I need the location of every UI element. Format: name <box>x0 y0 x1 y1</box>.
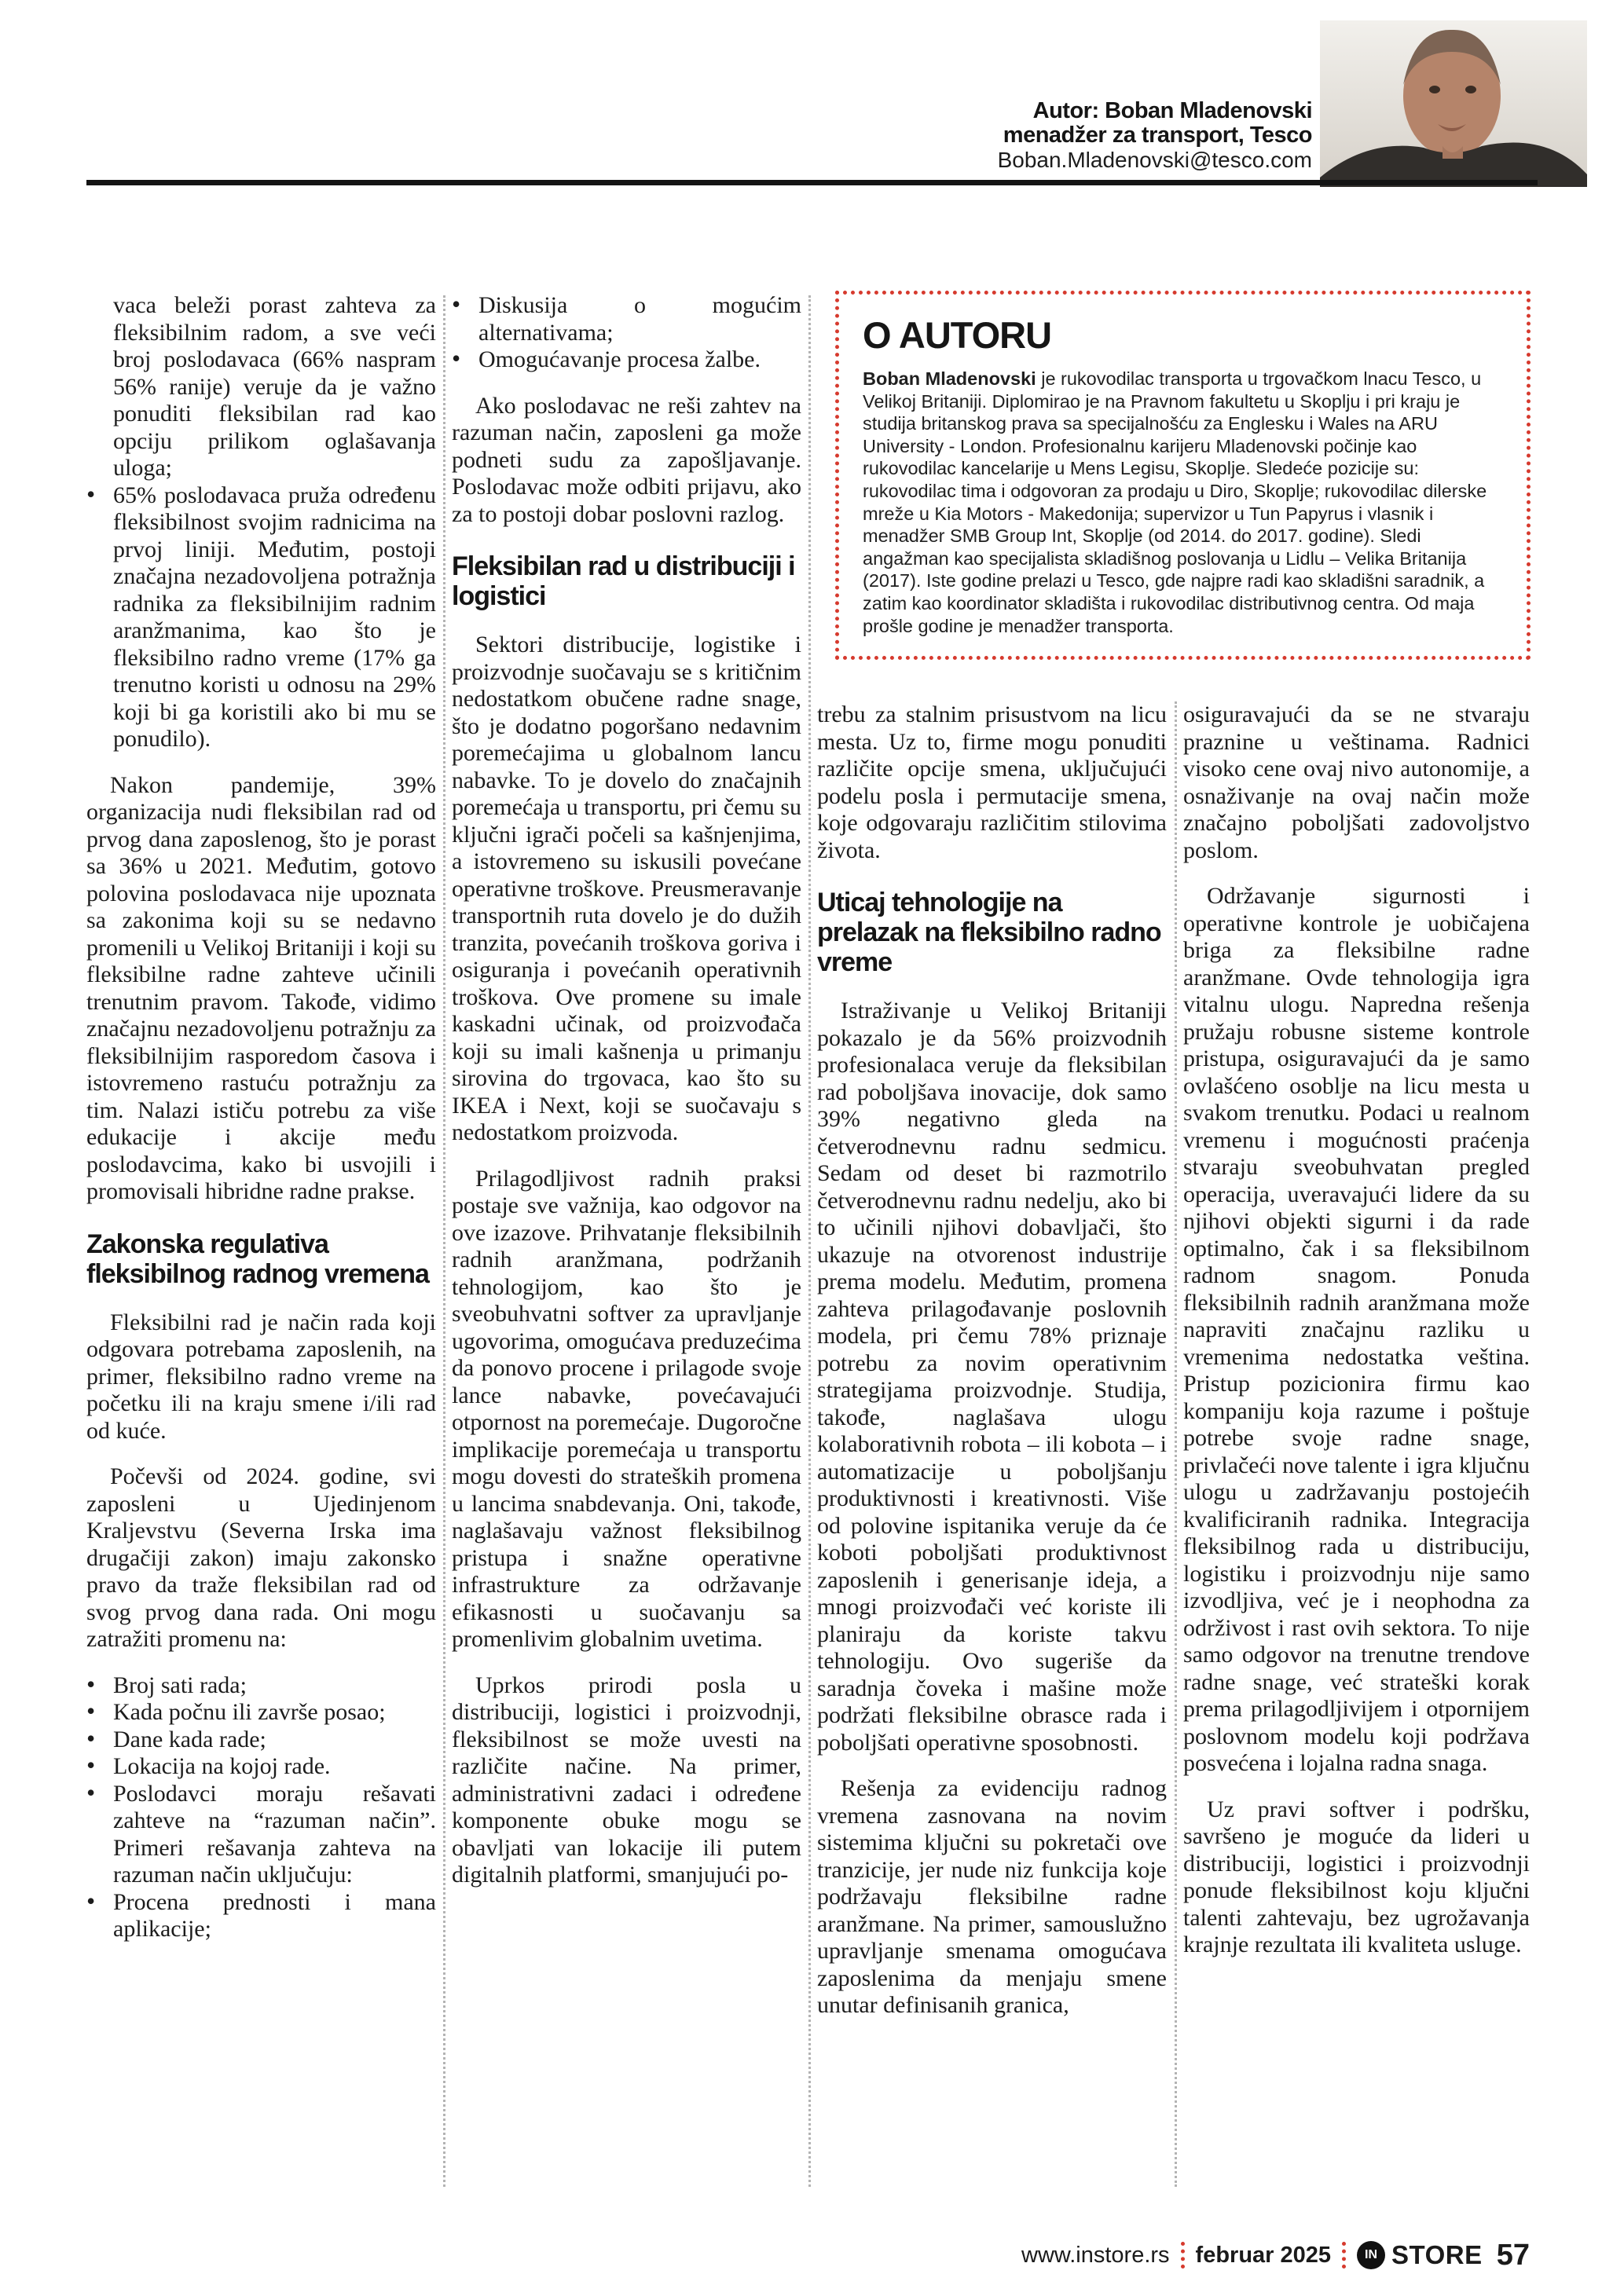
instore-logo-text: STORE <box>1391 2240 1483 2269</box>
article-column-4 <box>1183 701 1530 2194</box>
paragraph-continuation: vaca beleži porast zahteva za fleksibilnim radom, a sve veći broj poslodavaca (66% naspram 56% ranije) veruje da je važno ponuditi fleksibilan rad kao opciju prilikom oglašavanja uloga; <box>113 292 436 481</box>
column-separator <box>443 295 445 2187</box>
author-name-line: Autor: Boban Mladenovski <box>1032 98 1312 123</box>
about-author-box <box>835 291 1531 660</box>
about-title: O AUTORU <box>863 314 1052 356</box>
paragraph-continuation: trebu za stalnim prisustvom na licu mesta. Uz to, firme mogu ponuditi različite opcije smena, uključujući podelu posla i permutacije smena, koje odgovaraju različitim stilovima života. <box>817 701 1167 863</box>
author-role-line: menadžer za transport, Tesco <box>1003 123 1312 148</box>
paragraph: Održavanje sigurnosti i operativne kontrole je uobičajena briga za fleksibilne radne aranžmane. Ovde tehnologija igra vitalnu ulogu. Napredna rešenja pružaju robusne sisteme kontrole pristupa, osiguravajući da je samo ovlašćeno osoblje na licu mesta u svakom trenutku. Podaci u realnom vremenu i mogućnosti praćenja stvaraju sveobuhvatan pregled operacija, uveravajući lidere da su njihovi objekti sigurni i da rade optimalno, čak i sa fleksibilnom radnom snagom. Ponuda fleksibilnih radnih aranžmana može napraviti značajnu razliku u vremenima nedostatka veština. Pristup pozicionira firmu kao kompaniju koja razume i poštuje potrebe svoje radne snage, privlačeći nove talente i igra ključnu ulogu u zadržavanju postojećih kvalificiranih radnika. Integracija fleksibilnog rada u distribuciju, logistiku i proizvodnju nije samo izvodljiva, već je i neophodna za održivost i rast ovih sektora. To nije samo odgovor na trenutne trendove radne snage, već strateški korak prema prilagodljivijem i otpornijem poslovnom modelu koji podržava posvećena i lojalna radna snaga. <box>1183 883 1530 1776</box>
column-separator <box>1175 701 1177 2187</box>
article-column-3 <box>817 701 1167 2194</box>
paragraph: Počevši od 2024. godine, svi zaposleni u Ujedinjenom Kraljevstvu (Severna Irska ima drugačiji zakon) imaju zakonsko pravo da traže fleksibilan rad od svog prvog dana rada. Oni mogu zatražiti promenu na: <box>86 1463 436 1652</box>
about-text <box>863 368 1503 637</box>
instore-circle-icon: IN <box>1357 2241 1385 2269</box>
section-heading: Uticaj tehnologije na prelazak na fleksibilno radno vreme <box>817 888 1161 977</box>
paragraph: Uprkos prirodi posla u distribuciji, logistici i proizvodnji, fleksibilnost se može uvesti na različite načine. Na primer, administrativni zadaci i određene komponente obuke mogu se obavljati van lokacije ili putem digitalnih platformi, smanjujući po- <box>452 1672 801 1888</box>
footer-issue-date: februar 2025 <box>1195 2242 1332 2268</box>
bullet-item: • Poslodavci moraju rešavati zahteve na “razuman način”. Primeri rešavanja zahteva na razuman način uključuju: <box>86 1781 436 1889</box>
bullet-item: • Lokacija na kojoj rade. <box>86 1753 436 1781</box>
header-rule <box>86 180 1538 185</box>
about-lead-name: Boban Mladenovski <box>863 368 1036 389</box>
bullet-item: • Procena prednosti i mana aplikacije; <box>86 1889 436 1943</box>
author-photo <box>1320 20 1587 187</box>
bullet-item: • Diskusija o mogućim alternativama; <box>452 292 801 346</box>
page-footer <box>1021 2236 1530 2275</box>
instore-logo <box>1357 2240 1483 2270</box>
bullet-item: • Broj sati rada; <box>86 1672 436 1700</box>
paragraph: Prilagodljivost radnih praksi postaje sve važnija, kao odgovor na ove izazove. Prihvatanje fleksibilnih radnih aranžmana, podržanih tehnologijom, kao što je sveobuhvatni softver za upravljanje ugovorima, omogućava preduzećima da ponovo procene i prilagode svoje lance nabavke, povećavajući otpornost na poremećaje. Dugoročne implikacije poremećaja u transportu mogu dovesti do strateških promena u lancima snabdevanja. Oni, takođe, naglašavaju važnost fleksibilnog pristupa i snažne operativne infrastrukture za održavanje efikasnosti u suočavanju sa promenlivim globalnim uvetima. <box>452 1165 801 1652</box>
portrait-illustration <box>1320 20 1587 187</box>
section-heading: Zakonska regulativa fleksibilnog radnog vremena <box>86 1229 429 1289</box>
about-bio: je rukovodilac transporta u trgovačkom lnacu Tesco, u Velikoj Britaniji. Diplomirao je na Pravnom fakultetu u Skoplju i pri kraju je studija britanskog prava sa specijalnošću za Englesku i Wales na ARU University - London. Profesionalnu karijeru Mladenovski počinje kao rukovodilac kancelarije u Mens Legisu, Skoplje. Sledeće pozicije su: rukovodilac tima i odgovoran za prodaju u Diro, Skoplje; rukovodilac dilerske mreže u Kia Motors - Makedonija; supervizor u Tun Papyrus i vlasnik i menadžer SMB Group Int, Skoplje (od 2014. do 2017. godine). Sledi angažman kao specijalista skladišnog poslovanja u Lidlu – Velika Britanija (2017). Iste godine prelazi u Tesco, gde najpre radi kao skladišni saradnik, a zatim kao koordinator skladišta i rukovodilac distributivnog centra. Od maja prošle godine je menadžer transporta. <box>863 368 1487 636</box>
footer-separator-icon <box>1181 2242 1185 2269</box>
bullet-item: • Dane kada rade; <box>86 1727 436 1754</box>
footer-site-url: www.instore.rs <box>1021 2242 1170 2268</box>
bullet-item: • 65% poslodavaca pruža određenu fleksibilnost svojim radnicima na prvoj liniji. Međutim, postoji značajna nezadovoljena potražnja radnika za fleksibilnijim radnim aranžmanima, kao što je fleksibilno radno vreme (17% ga trenutno koristi u odnosu na 29% koji bi ga koristili ako bi mu se ponudilo). <box>86 482 436 753</box>
paragraph: Rešenja za evidenciju radnog vremena zasnovana na novim sistemima ključni su pokretači ove tranzicije, jer nude niz funkcija koje podržavaju fleksibilne radne aranžmane. Na primer, samouslužno upravljanje smenama omogućava zaposlenima da menjaju smene unutar definisanih granica, <box>817 1775 1167 2018</box>
paragraph: Nakon pandemije, 39% organizacija nudi fleksibilan rad od prvog dana zaposlenog, što je porast sa 36% u 2021. Međutim, gotovo polovina poslodavaca nije upoznata sa zakonima koji su se nedavno promenili u Velikoj Britaniji i koji su fleksibilne radne zahteve učinili trenutnim pravom. Takođe, vidimo značajnu nezadovoljenu potražnju za fleksibilnijim rasporedom časova i istovremeno rastuću potražnju za tim. Nalazi ističu potrebu za više edukacije i akcije među poslodavcima, kako bi usvojili i promovisali hibridne radne prakse. <box>86 771 436 1204</box>
footer-separator-icon <box>1342 2242 1346 2269</box>
paragraph-continuation: osiguravajući da se ne stvaraju praznine u veštinama. Radnici visoko cene ovaj nivo autonomije, a osnaživanje na ovaj način može značajno poboljšati zadovoljstvo poslom. <box>1183 701 1530 863</box>
paragraph: Ako poslodavac ne reši zahtev na razuman način, zaposleni ga može podneti sudu za zapošljavanje. Poslodavac može odbiti prijavu, ako za to postoji dobar poslovni razlog. <box>452 392 801 527</box>
section-heading: Fleksibilan rad u distribuciji i logistici <box>452 551 795 611</box>
paragraph: Fleksibilni rad je način rada koji odgovara potrebama zaposlenih, na primer, fleksibilno radno vreme na početku ili na kraju smene i/ili rad od kuće. <box>86 1309 436 1444</box>
paragraph: Istraživanje u Velikoj Britaniji pokazalo je da 56% proizvodnih profesionalaca veruje da fleksibilan rad poboljšava inovacije, dok samo 39% negativno gleda na četverodnevnu radnu sedmicu. Sedam od deset bi razmotrilo četverodnevnu radnu nedelju, ako bi to učinili njihovi dobavljači, što ukazuje na otvorenost industrije prema modelu. Međutim, promena zahteva prilagođavanje poslovnih modela, pri čemu 78% priznaje potrebu za novim operativnim strategijama proizvodnje. Studija, takođe, naglašava ulogu kolaborativnih robota – ili kobota – i automatizacije u poboljšanju produktivnosti i kreativnosti. Više od polovine ispitanika veruje da će koboti poboljšati produktivnost zaposlenih i generisanje ideja, a mnogi proizvođači već koriste ili planiraju da koriste takvu tehnologiju. Ovo sugeriše da saradnja čoveka i mašine može podržati fleksibilne obrasce rada i poboljšati operativne sposobnosti. <box>817 998 1167 1756</box>
article-column-2 <box>452 292 801 2196</box>
page-number: 57 <box>1496 2238 1530 2272</box>
article-column-1 <box>86 292 436 2196</box>
paragraph: Uz pravi softver i podršku, savršeno je moguće da lideri u distribuciji, logistici i proizvodnji ponude fleksibilnost koju ključni talenti zahtevaju, bez ugrožavanja krajnje rezultata ili kvaliteta usluge. <box>1183 1796 1530 1957</box>
bullet-item: • Omogućavanje procesa žalbe. <box>452 346 801 374</box>
author-email: Boban.Mladenovski@tesco.com <box>997 148 1312 172</box>
column-separator <box>808 295 811 2187</box>
bullet-item: • Kada počnu ili završe posao; <box>86 1699 436 1727</box>
paragraph: Sektori distribucije, logistike i proizvodnje suočavaju se s kritičnim nedostatkom obučene radne snage, što je dodatno pogoršano nedavnim poremećajima u globalnom lancu nabavke. To je dovelo do značajnih poremećaja u transportu, pri čemu su ključni igrači počeli sa kašnjenjima, a istovremeno su iskusili povećane operativne troškove. Preusmeravanje transportnih ruta dovelo je do dužih tranzita, povećanih troškova goriva i osiguranja i povećanih operativnih troškova. Ove promene su imale kaskadni učinak, od proizvođača koji su imali kašnenja u primanju sirovina do trgovaca, kao što su IKEA i Next, koji se suočavaju s nedostatkom proizvoda. <box>452 632 801 1145</box>
author-credit-block <box>998 99 1312 172</box>
